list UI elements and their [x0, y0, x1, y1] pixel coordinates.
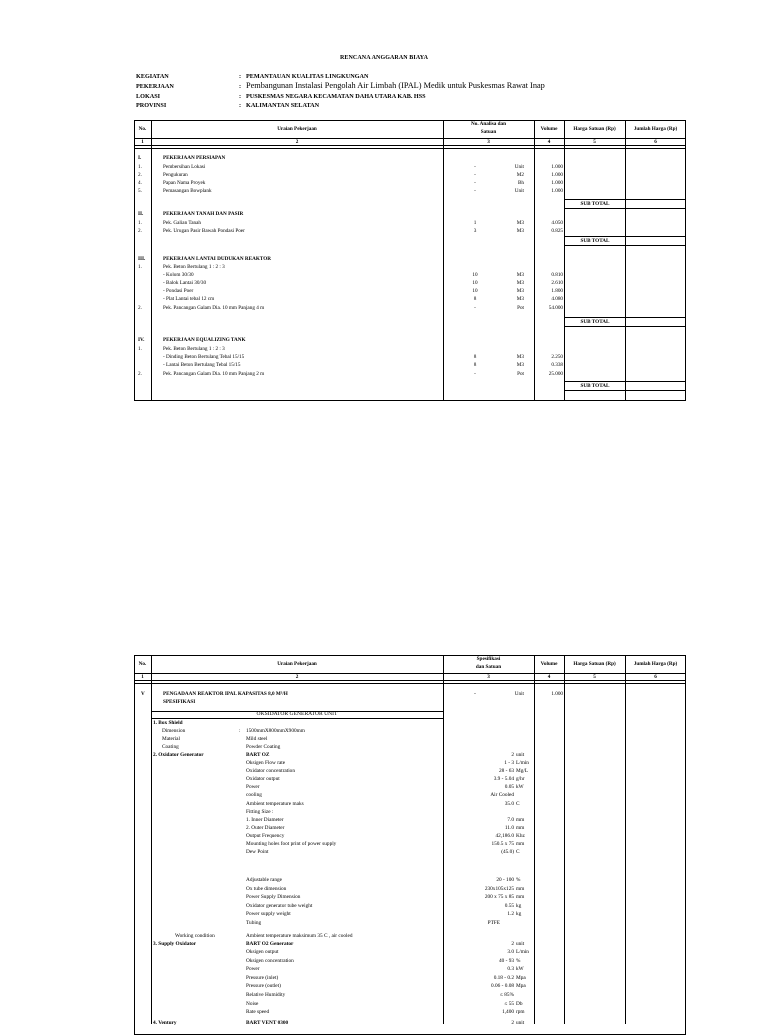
group-brand: BART O2 Generator — [246, 941, 294, 947]
row-no: 1. — [138, 220, 142, 226]
subtotal-divider — [625, 317, 626, 327]
col-header-spesifikasi: Spesifikasi — [476, 656, 501, 662]
row-desc: Pembersihan Lokasi — [163, 164, 206, 170]
spec-value: 3.0 — [507, 949, 514, 955]
spec-row — [0, 808, 768, 816]
row-analisa: - — [474, 188, 476, 194]
header-key: PEKERJAAN — [136, 83, 174, 90]
spec-row — [0, 783, 768, 791]
row-analisa: 8 — [473, 354, 477, 360]
row-desc: Pek. Pancangan Galam Dia. 10 mm Panjang 2 m — [163, 371, 265, 377]
col-header-no: No. — [138, 661, 147, 667]
row-volume: 4.080 — [551, 296, 563, 302]
spec-unit: mm — [516, 816, 525, 823]
item-unit: Unit — [514, 691, 524, 697]
row-desc: - Kolom 30/30 — [163, 272, 194, 278]
row-unit: Unit — [514, 164, 524, 170]
row-analisa: - — [474, 164, 476, 170]
col-number: 5 — [593, 674, 596, 680]
row-analisa: - — [474, 305, 476, 311]
section-no: I. — [138, 155, 142, 161]
table2-row-line — [134, 683, 686, 684]
table-row — [0, 345, 768, 353]
subtotal-divider — [625, 381, 626, 391]
row-analisa: 10 — [472, 288, 478, 294]
header-value: PUSKESMAS NEGARA KECAMATAN DAHA UTARA KAB. HSS — [246, 93, 426, 100]
spec-desc: Pressure (inlet) — [246, 974, 279, 981]
spec-value: 1,400 — [502, 1009, 514, 1016]
spec-key: Material — [162, 736, 180, 742]
group-brand: BART OZ — [246, 752, 270, 758]
spec-desc: Dew Point — [246, 849, 269, 856]
spec-unit: % — [516, 957, 521, 964]
row-no: 2. — [138, 172, 142, 178]
col-header-uraian: Uraian Pekerjaan — [277, 126, 317, 132]
spec-unit: g/hr — [516, 776, 525, 783]
spec-value: 42,186.0 — [495, 832, 514, 839]
col-number: 1 — [141, 139, 144, 145]
document-title: RENCANA ANGGARAN BIAYA — [339, 55, 429, 61]
spec-row — [0, 1000, 768, 1008]
group-brand: BART VENT 0300 — [246, 1020, 289, 1026]
spec-value: 2 — [511, 752, 514, 758]
header-value: PEMANTAUAN KUALITAS LINGKUNGAN — [246, 73, 369, 80]
row-no: 2. — [138, 305, 142, 311]
spec-desc: Noise — [246, 1000, 259, 1007]
spec-value: 28 - 63 — [498, 768, 514, 775]
table-row — [0, 295, 768, 303]
spec-desc: 2. Outer Diameter — [246, 824, 285, 831]
spec-desc: Relative Humidity — [246, 992, 286, 998]
row-no: 1. — [138, 346, 142, 352]
col-number: 4 — [547, 139, 551, 145]
row-volume: 1.000 — [551, 188, 563, 194]
row-desc: - Balok Lantai 30/30 — [163, 280, 207, 286]
row-analisa: 10 — [472, 280, 478, 286]
spec-desc: Adjustable range — [246, 877, 283, 883]
item-sub: SPESIFIKASI — [163, 699, 196, 705]
item-title: PENGADAAN REAKTOR IPAL KAPASITAS 8,0 M³/H — [163, 691, 288, 697]
row-desc: Pek. Urugan Pasir Bawah Pondasi Poer — [163, 228, 245, 234]
row-analisa: - — [474, 180, 476, 186]
row-desc: - Dinding Beton Bertulang Tebal 15/15 — [163, 354, 245, 360]
item-analisa: - — [474, 691, 476, 697]
col-header-jumlah-harga: Jumlah Harga (Rp) — [633, 661, 678, 667]
table2-row-line — [134, 680, 686, 681]
spec-row — [0, 1008, 768, 1016]
col-header-dan-satuan: dan Satuan — [475, 664, 502, 670]
row-desc: - Plat Lantai tebal 12 cm — [163, 296, 215, 302]
spec-desc: Power — [246, 784, 260, 791]
spec-row — [0, 791, 768, 799]
spec-value: 20 - 100 — [496, 877, 514, 883]
spec-row — [0, 759, 768, 767]
col-number: 2 — [295, 674, 299, 680]
row-desc: - Lantai Beton Bertulang Tebal 15/15 — [163, 362, 241, 368]
spec-value: 1.2 — [507, 911, 514, 917]
spec-row — [0, 840, 768, 848]
row-unit: M3 — [516, 220, 524, 226]
table-row — [0, 304, 768, 312]
spec-row — [0, 743, 768, 751]
row-analisa: 8 — [473, 296, 477, 302]
item-header — [0, 690, 768, 698]
spec-unit: mm — [516, 894, 525, 900]
group-label: 2. Oxidator Generator — [153, 752, 204, 758]
row-analisa: 3 — [473, 228, 477, 234]
subtotal-label: SUB TOTAL — [580, 383, 610, 389]
header-colon: : — [239, 73, 242, 80]
spec-row — [0, 727, 768, 735]
row-unit: Bh — [517, 180, 524, 186]
spec-group — [0, 719, 768, 727]
row-desc: Papan Nama Proyek — [163, 180, 206, 186]
spec-unit: Db — [516, 1000, 523, 1007]
table-row — [0, 179, 768, 187]
section-title: PEKERJAAN PERSIAPAN — [163, 155, 226, 161]
spec-unit: Mg/L — [516, 768, 529, 775]
spec-desc: Power — [246, 966, 260, 973]
spec-desc: Output Frequency — [246, 832, 285, 839]
spec-unit: mm — [516, 885, 525, 892]
col-number: 3 — [487, 139, 490, 145]
table-row — [0, 370, 768, 378]
spec-unit: Khz — [516, 832, 525, 839]
spec-row — [0, 910, 768, 918]
spec-value: 0.06 - 0.08 — [491, 983, 514, 990]
table-row — [0, 263, 768, 271]
col-header-harga-satuan: Harga Satuan (Rp) — [573, 126, 616, 132]
spec-value: PTFE — [487, 919, 500, 926]
col-number: 6 — [654, 139, 657, 145]
table-row — [0, 271, 768, 279]
col-header-volume: Volume — [540, 126, 558, 132]
spec-value: (45.0) — [501, 849, 514, 856]
row-volume: 1.000 — [551, 164, 563, 170]
row-volume: 1.800 — [551, 288, 563, 294]
spec-row — [0, 832, 768, 840]
table-row — [0, 187, 768, 195]
section-header — [0, 336, 768, 344]
spec-row — [0, 893, 768, 901]
item-no: V — [141, 691, 145, 697]
spec-desc: Oksigen output — [246, 949, 279, 955]
row-desc: Pek. Beton Bertulang 1 : 2 : 3 — [163, 346, 225, 352]
spec-desc: Oxidator output — [246, 776, 280, 783]
spec-unit: % — [516, 877, 521, 883]
spec-unit: unit — [516, 752, 525, 758]
spec-value: 7.0 — [507, 816, 514, 823]
spec-colon: : — [239, 728, 241, 734]
spec-unit: C — [516, 800, 520, 807]
spec-row — [0, 848, 768, 856]
spec-row — [0, 957, 768, 965]
col-number: 6 — [654, 674, 657, 680]
row-desc: Pek. Galian Tanah — [163, 220, 202, 226]
row-volume: 2.250 — [551, 354, 563, 360]
col-header-harga-satuan: Harga Satuan (Rp) — [573, 661, 616, 667]
row-analisa: - — [474, 371, 476, 377]
spec-row — [0, 876, 768, 884]
row-unit: Unit — [514, 188, 524, 194]
spec-desc: Oksigen concentration — [246, 957, 294, 964]
table-row — [0, 227, 768, 235]
spec-unit: Mpa — [516, 974, 526, 981]
spec-unit: unit — [516, 1020, 525, 1026]
spec-value: 0.18 - 0.2 — [493, 974, 514, 981]
oksidator-banner: OKSIDATOR GENERATOR UNIT — [256, 711, 338, 717]
table-row — [0, 219, 768, 227]
spec-value: 1 - 3 — [504, 760, 514, 766]
spec-row — [0, 982, 768, 990]
row-analisa: 8 — [473, 362, 477, 368]
spec-value: 0.05 — [504, 784, 514, 791]
spec-value: ≤ 55 — [504, 1000, 514, 1007]
item-subtitle — [0, 698, 768, 706]
spec-row — [0, 816, 768, 824]
spec-value: 200 x 75 x 85 — [484, 894, 514, 900]
spec-group — [0, 751, 768, 759]
col-header-uraian: Uraian Pekerjaan — [277, 661, 317, 667]
spec-key: Coating — [162, 744, 179, 750]
row-unit: M3 — [516, 272, 524, 278]
row-no: 2. — [138, 371, 142, 377]
subtotal-label: SUB TOTAL — [580, 201, 610, 207]
row-volume: 1.000 — [551, 180, 563, 186]
spec-desc: Mounting holes foot print of power supply — [246, 841, 337, 847]
spec-unit: L/min — [516, 760, 529, 766]
col-number: 2 — [295, 139, 299, 145]
spec-row — [0, 932, 768, 940]
spec-unit: L/min — [516, 949, 529, 955]
subtotal-label: SUB TOTAL — [580, 238, 610, 244]
spec-row — [0, 735, 768, 743]
header-colon: : — [239, 93, 242, 100]
spec-value: 11.0 — [504, 824, 514, 831]
spec-unit: mm — [516, 841, 525, 847]
row-no: 5. — [138, 188, 142, 194]
subtotal-divider — [625, 236, 626, 246]
working-value: Ambient temperature maksimum 35 C , air cooled — [246, 933, 353, 939]
header-key: PROVINSI — [136, 102, 167, 109]
row-volume: 0.338 — [551, 362, 563, 368]
row-desc: Pek. Pancangan Galam Dia. 10 mm Panjang 4 m — [163, 305, 265, 311]
section-no: III. — [138, 256, 146, 262]
spec-desc: cooling — [246, 792, 262, 799]
row-volume: 0.810 — [551, 272, 563, 278]
spec-desc: Pressure (outlet) — [246, 983, 281, 990]
row-unit: M3 — [516, 362, 524, 368]
col-number: 5 — [593, 139, 596, 145]
spec-unit: kg — [516, 902, 522, 909]
col-header-volume: Volume — [540, 661, 558, 667]
spec-value: 1500mmX800mmX900mm — [246, 728, 305, 734]
header-value: KALIMANTAN SELATAN — [246, 102, 320, 109]
row-desc: Pengukuran — [163, 172, 188, 178]
header-key: LOKASI — [136, 93, 161, 100]
spec-value: 230x105x125 — [484, 885, 514, 892]
row-unit: M3 — [516, 296, 524, 302]
section-header — [0, 210, 768, 218]
spec-desc: Ambient temperature maks — [246, 800, 304, 807]
subtotal-label: SUB TOTAL — [580, 319, 610, 325]
section-header — [0, 154, 768, 162]
spec-desc: Power supply weight — [246, 911, 291, 917]
header-key: KEGIATAN — [136, 73, 169, 80]
row-unit: Pot — [517, 305, 524, 311]
spec-desc: Tubing — [246, 919, 262, 926]
spec-value: 0.3 — [507, 966, 514, 973]
item-volume: 1.000 — [551, 691, 563, 697]
table1-row-line — [134, 148, 686, 149]
spec-row — [0, 902, 768, 910]
row-analisa: 1 — [473, 220, 477, 226]
section-title: PEKERJAAN EQUALIZING TANK — [163, 337, 246, 343]
row-volume: 25.000 — [548, 371, 563, 377]
header-colon: : — [239, 102, 242, 109]
spec-group — [0, 1019, 768, 1027]
spec-row — [0, 948, 768, 956]
spec-desc: Oxidator generator tube weight — [246, 902, 313, 909]
header-colon: : — [239, 83, 242, 90]
group-label: 4. Ventury — [153, 1020, 177, 1026]
spec-value: Mild steel — [246, 736, 268, 742]
table-row — [0, 163, 768, 171]
col-header-satuan: Satuan — [480, 129, 497, 135]
spec-row — [0, 824, 768, 832]
row-desc: Pemasangan Bowplank — [163, 188, 212, 194]
row-no: 1. — [138, 264, 142, 270]
spec-value: ≤ 85% — [500, 992, 514, 998]
row-no: 1. — [138, 164, 142, 170]
spec-value: Air Cooled — [490, 792, 514, 799]
col-number: 3 — [487, 674, 490, 680]
spec-row — [0, 885, 768, 893]
table-row — [0, 361, 768, 369]
spec-group — [0, 940, 768, 948]
section-no: IV. — [138, 337, 145, 343]
row-unit: M3 — [516, 354, 524, 360]
row-unit: M3 — [516, 280, 524, 286]
working-label: Working condition — [175, 933, 215, 939]
spec-value: 0.55 — [504, 902, 514, 909]
spec-value: 40 - 93 — [498, 957, 514, 964]
row-volume: 54.000 — [548, 305, 563, 311]
row-volume: 2.610 — [551, 280, 563, 286]
spec-row — [0, 775, 768, 783]
spec-key: Dimension — [162, 728, 186, 734]
section-title: PEKERJAAN LANTAI DUDUKAN REAKTOR — [163, 256, 272, 262]
spec-row — [0, 767, 768, 775]
spec-desc: Power Supply Dimension — [246, 894, 301, 900]
table-row — [0, 353, 768, 361]
row-unit: Pot — [517, 371, 524, 377]
col-header-analisa: No. Analisa dan — [470, 121, 507, 127]
row-desc: - Pondasi Poer — [163, 288, 194, 294]
spec-value: 3.9 - 5.04 — [493, 776, 514, 783]
spec-unit: C — [516, 849, 520, 856]
spec-value: 2 — [511, 1020, 514, 1026]
spec-desc: Fitting Size : — [246, 808, 274, 815]
spec-desc: Oksigen Flow rate — [246, 760, 286, 766]
spec-unit: rpm — [516, 1009, 525, 1016]
row-unit: M3 — [516, 228, 524, 234]
spec-unit: kg — [516, 911, 522, 917]
row-volume: 4.050 — [551, 220, 563, 226]
col-header-no: No. — [138, 126, 147, 132]
col-number: 1 — [141, 674, 144, 680]
spec-value: Powder Coating — [246, 744, 281, 750]
spec-desc: Ox tube dimension — [246, 885, 287, 892]
row-unit: M3 — [516, 288, 524, 294]
section-title: PEKERJAAN TANAH DAN PASIR — [163, 211, 244, 217]
spec-desc: Rate speed — [246, 1009, 270, 1016]
row-no: 4. — [138, 180, 142, 186]
spec-row — [0, 965, 768, 973]
col-number: 4 — [547, 674, 551, 680]
subtotal-divider — [625, 199, 626, 209]
group-label: 1. Box Shield — [153, 720, 183, 726]
row-volume: 0.825 — [551, 228, 563, 234]
header-value: Pembangunan Instalasi Pengolah Air Limbah (IPAL) Medik untuk Puskesmas Rawat Inap — [246, 81, 545, 90]
row-desc: Pek. Beton Bertulang 1 : 2 : 3 — [163, 264, 225, 270]
spec-row — [0, 919, 768, 927]
row-unit: M2 — [516, 172, 524, 178]
spec-unit: Mpa — [516, 983, 526, 990]
spec-unit: kW — [516, 966, 524, 973]
row-analisa: - — [474, 172, 476, 178]
spec-unit: kW — [516, 784, 524, 791]
table1-row-line — [134, 145, 686, 146]
row-analisa: 10 — [472, 272, 478, 278]
table-row — [0, 279, 768, 287]
spec-value: 150.5 x 75 — [491, 841, 514, 847]
spec-desc: 1. Inner Diameter — [246, 816, 284, 823]
spec-value: 35.0 — [504, 800, 514, 807]
spec-value: 2 — [511, 941, 514, 947]
spec-unit: unit — [516, 941, 525, 947]
spec-row — [0, 974, 768, 982]
group-label: 3. Supply Oxidator — [153, 941, 197, 947]
table-row — [0, 287, 768, 295]
col-header-jumlah-harga: Jumlah Harga (Rp) — [633, 126, 678, 132]
table-row — [0, 171, 768, 179]
spec-row — [0, 991, 768, 999]
row-no: 2. — [138, 228, 142, 234]
spec-unit: mm — [516, 824, 525, 831]
section-no: II. — [138, 211, 144, 217]
spec-row — [0, 800, 768, 808]
spec-desc: Oxidator concentration — [246, 768, 295, 775]
section-header — [0, 255, 768, 263]
row-volume: 1.000 — [551, 172, 563, 178]
